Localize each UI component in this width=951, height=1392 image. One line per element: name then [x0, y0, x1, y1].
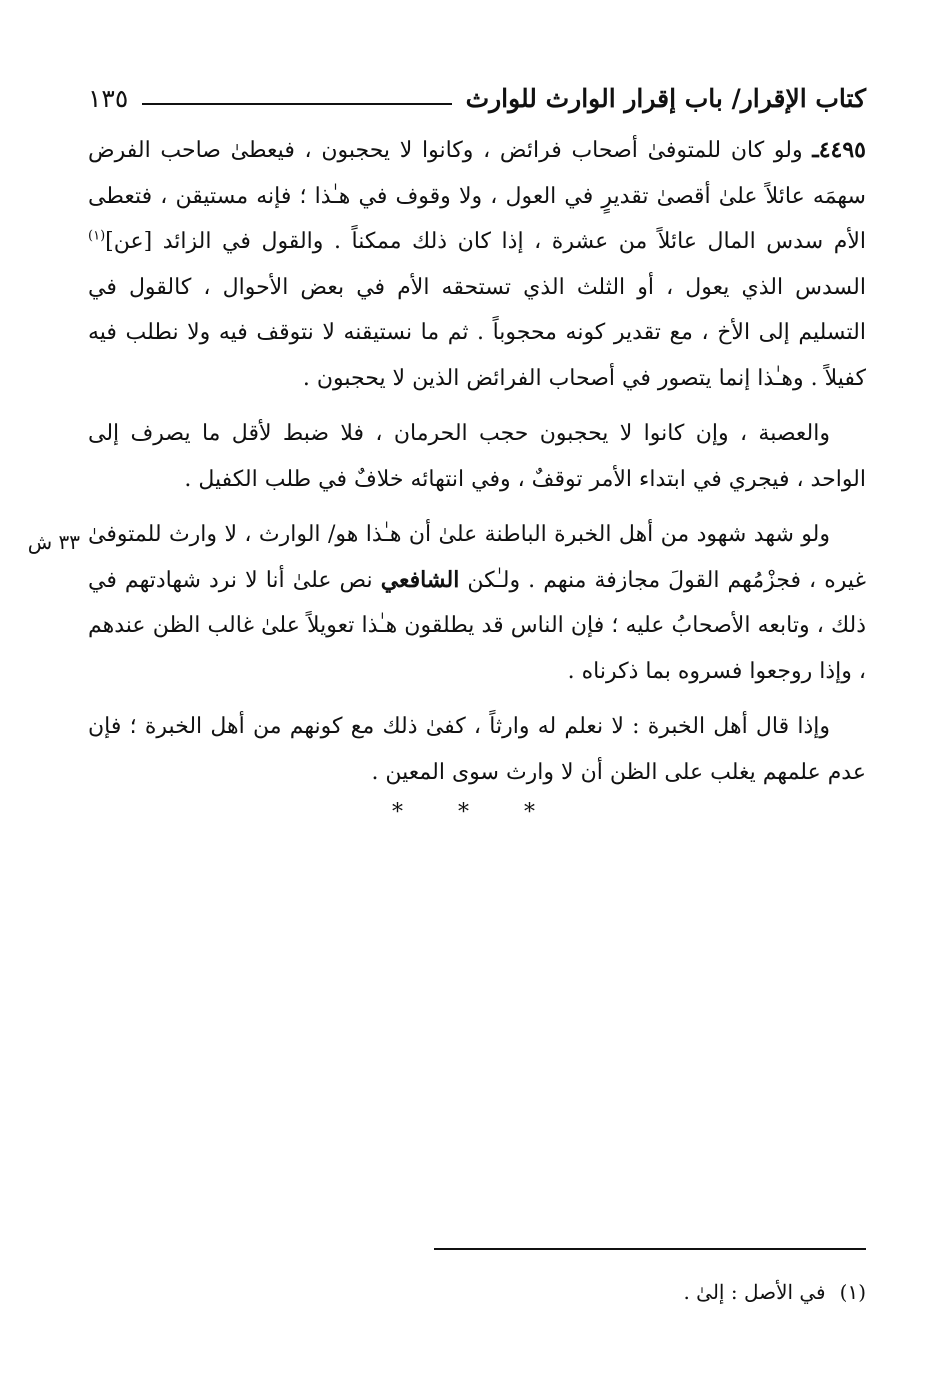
- paragraph-text: ولو كان للمتوفىٰ أصحاب فرائض ، وكانوا لا يحجبون ، فيعطىٰ صاحب الفرض سهمَه عائلاً علىٰ أقصىٰ تقديرٍ في العول ، ولا وقوف في هـٰذا ؛ فإنه مستيقن ، فتعطى الأم سدس المال عائلاً من عشرة ، إذا كان ذلك ممكناً . والقول في الزائد [عن]: [88, 138, 866, 254]
- paragraph-number: ٤٤٩٥ـ: [812, 137, 866, 163]
- paragraph-text: وإذا قال أهل الخبرة : لا نعلم له وارثاً ، كفىٰ ذلك مع كونهم من أهل الخبرة ؛ فإن عدم علمهم يغلب على الظن أن لا وارث سوى المعين .: [88, 714, 866, 785]
- footnote-reference: (١): [88, 228, 106, 244]
- footnote-text: في الأصل : إلىٰ .: [683, 1280, 826, 1304]
- paragraph-text: السدس الذي يعول ، أو الثلث الذي تستحقه الأم في بعض الأحوال ، كالقول في التسليم إلى الأخ ، مع تقدير كونه محجوباً . ثم ما نستيقنه لا نتوقف فيه ولا نطلب فيه كفيلاً . وهـٰذا إنما يتصور في أصحاب الفرائض الذين لا يحجبون .: [88, 274, 866, 391]
- header-rule: [142, 103, 451, 105]
- section-separator: * * *: [392, 800, 559, 825]
- footnote-number: (١): [839, 1280, 866, 1304]
- paragraph-text: والعصبة ، وإن كانوا لا يحجبون حجب الحرمان ، فلا ضبط لأقل ما يصرف إلى الواحد ، فيجري في ابتداء الأمر توقفٌ ، وفي انتهائه خلافٌ في طلب الكفيل .: [88, 421, 866, 492]
- header-title: كتاب الإقرار/ باب إقرار الوارث للوارث: [465, 83, 866, 113]
- footnote: [88, 1276, 866, 1308]
- main-text: [88, 128, 866, 805]
- manuscript-margin-note: ٣٣ ش: [27, 530, 80, 554]
- paragraph-experts: [88, 704, 866, 795]
- paragraph-witnesses: [88, 512, 866, 694]
- paragraph-text: نص علىٰ أنا لا نرد شهادتهم في ذلك ، وتابعه الأصحابُ عليه ؛ فإن الناس قد يطلقون هـٰذا تعويلاً علىٰ غالب الظن عندهم ، وإذا روجعوا فسروه بما ذكرناه .: [88, 567, 866, 684]
- scholar-name: الشافعي: [380, 566, 460, 593]
- footnote-rule: [434, 1248, 866, 1250]
- paragraph-text: ولو شهد شهود من أهل الخبرة الباطنة علىٰ أن هـٰذا هو/ الوارث ، لا وارث للمتوفىٰ غيره ، فجزْمُهم القولَ مجازفة منهم . ولـٰكن: [88, 522, 867, 593]
- paragraph-4495: [88, 128, 866, 401]
- running-header: [88, 80, 866, 116]
- paragraph-asaba: [88, 411, 866, 502]
- page-number: ١٣٥: [88, 83, 129, 113]
